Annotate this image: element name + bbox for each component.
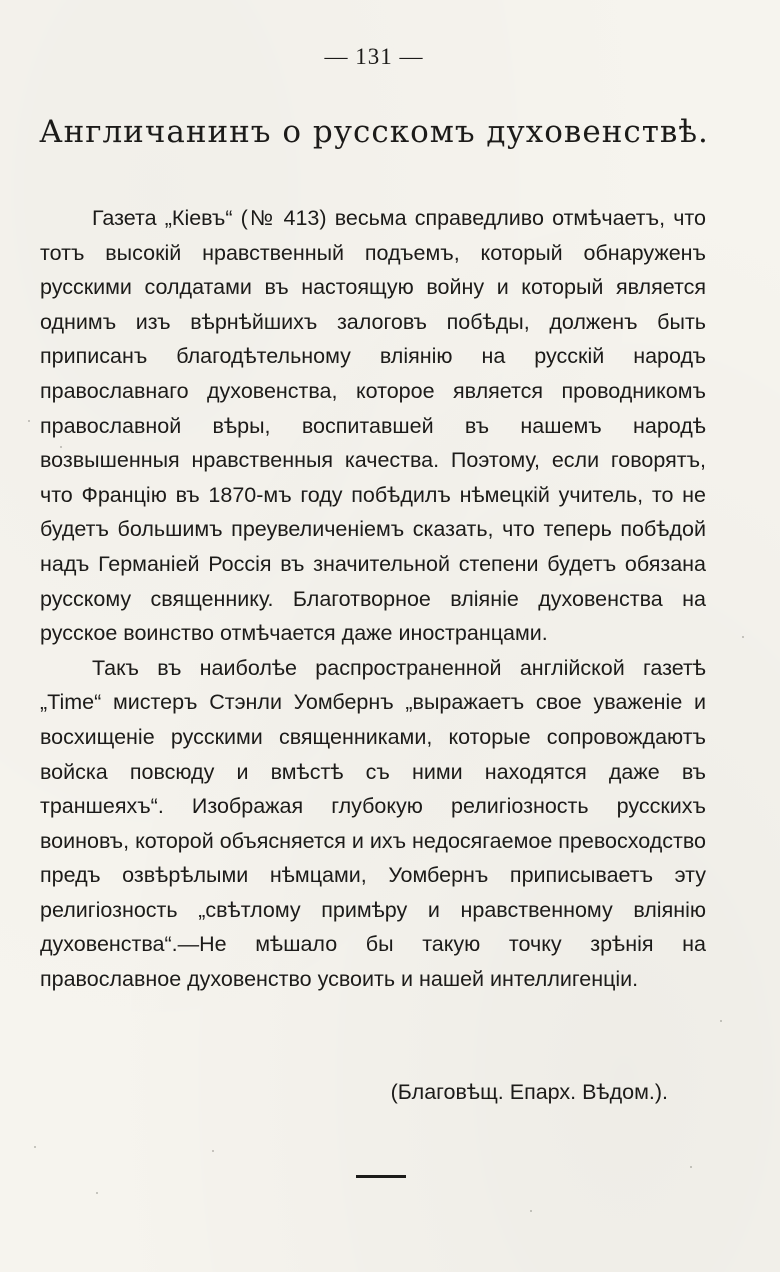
scan-speck xyxy=(720,1020,722,1022)
article-body xyxy=(40,201,706,997)
page-number: — 131 — xyxy=(324,44,424,69)
end-divider xyxy=(356,1175,406,1178)
article-title: Англичанинъ о русскомъ духовенствѣ. xyxy=(39,114,709,150)
scan-speck xyxy=(34,1146,36,1148)
scan-speck xyxy=(742,636,744,638)
paragraph-2: Такъ въ наиболѣе распространенной англійской газетѣ „Time“ мистеръ Стэнли Уомбернъ „выражаетъ свое уваженіе и восхищеніе русскими священниками, которые сопровождаютъ войска повсюду и вмѣстѣ съ ними находятся даже въ траншеяхъ“. Изображая глубокую религіозность русскихъ воиновъ, которой объясняется и ихъ недосягаемое превосходство предъ озвѣрѣлыми нѣмцами, Уомбернъ приписываетъ эту религіозность „свѣтлому примѣру и нравственному вліянію духовенства“.—Не мѣшало бы такую точку зрѣнія на православное духовенство усвоить и нашей интеллигенціи. xyxy=(40,655,706,992)
scan-speck xyxy=(690,1166,692,1168)
scan-speck xyxy=(28,420,30,422)
scan-speck xyxy=(530,1210,532,1212)
source-citation: (Благовѣщ. Епарх. Вѣдом.). xyxy=(390,1080,668,1104)
scan-speck xyxy=(60,446,62,448)
paragraph-1: Газета „Кіевъ“ (№ 413) весьма справедливо отмѣчаетъ, что тотъ высокій нравственный подъемъ, который обнаруженъ русскими солдатами въ настоящую войну и который является однимъ изъ вѣрнѣйшихъ залоговъ побѣды, долженъ быть приписанъ благодѣтельному вліянію на русскій народъ православнаго духовенства, которое является проводникомъ православной вѣры, воспитавшей въ нашемъ народѣ возвышенныя нравственныя качества. Поэтому, если говорятъ, что Францію въ 1870-мъ году побѣдилъ нѣмецкій учитель, то не будетъ большимъ преувеличеніемъ сказать, что теперь побѣдой надъ Германіей Россія въ значительной степени будетъ обязана русскому священнику. Благотворное вліяніе духовенства на русское воинство отмѣчается даже иностранцами. xyxy=(40,206,706,646)
scan-speck xyxy=(212,1150,214,1152)
scan-speck xyxy=(96,1192,98,1194)
